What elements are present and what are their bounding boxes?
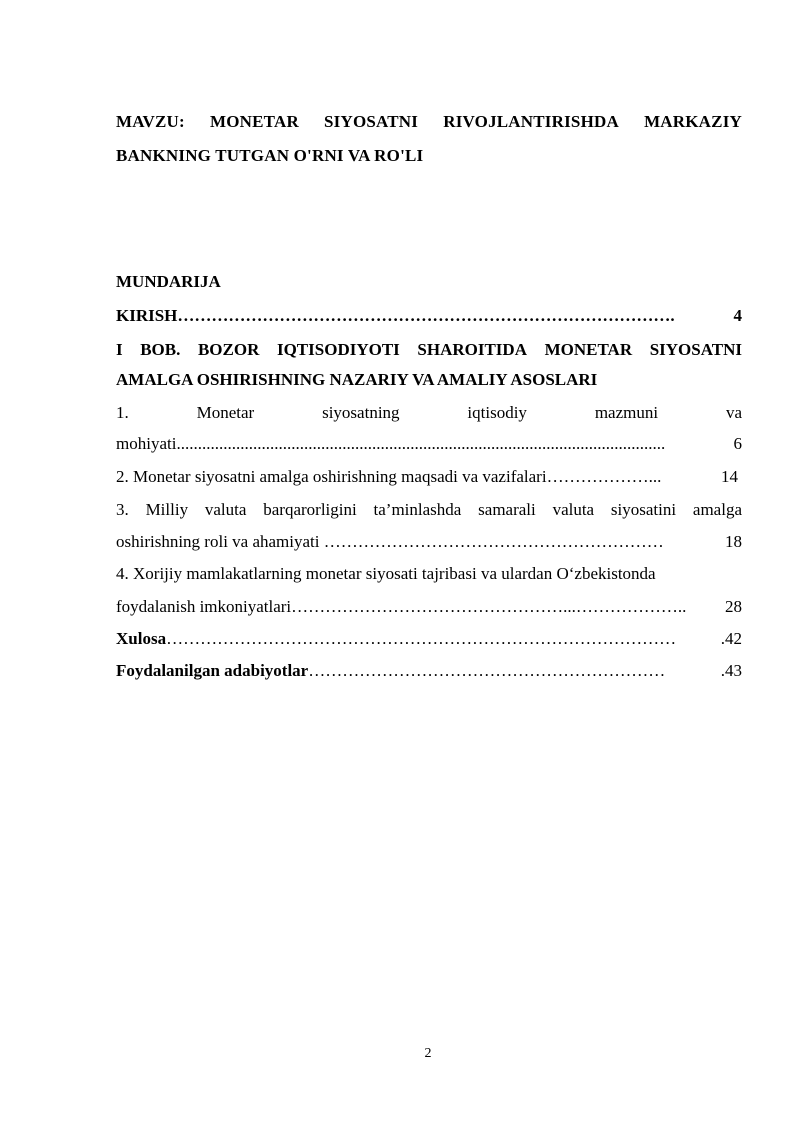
toc-page-number: 18 — [725, 532, 742, 551]
topic-title-line-2: BANKNING TUTGAN O'RNI VA RO'LI — [116, 146, 424, 165]
chapter-word: I — [116, 340, 123, 359]
chapter-word: MONETAR — [544, 340, 633, 359]
toc-item-2[interactable] — [116, 465, 738, 489]
toc-item-1-line-1[interactable] — [116, 401, 742, 425]
toc-item-1-line-2[interactable] — [116, 432, 742, 456]
chapter-word: IQTISODIYOTI — [276, 340, 400, 359]
item-word: mazmuni — [594, 403, 659, 422]
toc-entry-intro[interactable] — [116, 304, 742, 328]
toc-item-4-line-1[interactable]: 4. Xorijiy mamlakatlarning monetar siyosati tajribasi va ulardan O‘zbekistonda — [116, 564, 656, 583]
item-word: iqtisodiy — [467, 403, 527, 422]
item-word: valuta — [204, 500, 247, 519]
item-word: samarali — [478, 500, 536, 519]
item-word: siyosatning — [322, 403, 400, 422]
chapter-word: SIYOSATNI — [649, 340, 742, 359]
contents-heading: MUNDARIJA — [116, 272, 221, 291]
item-word: amalga — [692, 500, 742, 519]
title-word: RIVOJLANTIRISHDA — [443, 112, 619, 131]
chapter-word: BOZOR — [197, 340, 260, 359]
item-word: va — [725, 403, 742, 422]
toc-page-number: 4 — [733, 306, 742, 325]
toc-entry-conclusion[interactable] — [116, 627, 742, 651]
title-word: MONETAR — [210, 112, 299, 131]
toc-page-number: 14 — [721, 467, 738, 486]
item-word: siyosatini — [610, 500, 677, 519]
item-word: Milliy — [145, 500, 189, 519]
toc-chapter-1-line-2: AMALGA OSHIRISHNING NAZARIY VA AMALIY ASOSLARI — [116, 370, 598, 389]
toc-page-number: .43 — [720, 661, 742, 680]
toc-entry-label: mohiyati — [116, 434, 177, 453]
topic-title-line-1 — [116, 110, 742, 134]
toc-chapter-1-line-1[interactable] — [116, 338, 742, 362]
toc-entry-references[interactable] — [116, 659, 742, 683]
item-word: valuta — [552, 500, 595, 519]
toc-entry-label: oshirishning roli va ahamiyati — [116, 532, 324, 551]
chapter-word: BOB. — [140, 340, 181, 359]
toc-leader-dots: ……………………………………………………………………………… — [166, 629, 677, 648]
toc-leader-dots: ……………………………………………………………………………. — [177, 306, 675, 325]
item-word: 3. — [116, 500, 129, 519]
item-word: 1. — [116, 403, 129, 422]
toc-page-number: 6 — [733, 434, 742, 453]
toc-item-3-line-1[interactable] — [116, 498, 742, 522]
toc-leader-dots: …………………………………………………… — [323, 532, 664, 551]
toc-entry-label: foydalanish imkoniyatlari — [116, 597, 292, 616]
toc-leader-dots: ………………... — [546, 467, 662, 486]
toc-item-3-line-2[interactable] — [116, 530, 742, 554]
title-word: SIYOSATNI — [324, 112, 419, 131]
item-word: Monetar — [196, 403, 255, 422]
toc-entry-label: 2. Monetar siyosatni amalga oshirishning maqsadi va vazifalari — [116, 467, 547, 486]
toc-leader-dots: …………………………………………...……………….. — [291, 597, 687, 616]
toc-entry-label: Foydalanilgan adabiyotlar — [116, 661, 309, 680]
toc-item-4-line-2[interactable] — [116, 595, 742, 619]
toc-leader-dots: ……………………………………………………… — [308, 661, 666, 680]
title-word: MARKAZIY — [644, 112, 742, 131]
title-word: MAVZU: — [116, 112, 185, 131]
toc-page-number: .42 — [720, 629, 742, 648]
item-word: ta’minlashda — [373, 500, 462, 519]
toc-entry-label: Xulosa — [116, 629, 167, 648]
chapter-word: SHAROITIDA — [417, 340, 527, 359]
toc-page-number: 28 — [725, 597, 742, 616]
toc-entry-label: KIRISH — [116, 306, 178, 325]
item-word: barqarorligini — [263, 500, 357, 519]
page-number: 2 — [424, 1046, 432, 1061]
toc-leader-dots: ................................................................................................................... — [176, 434, 666, 453]
